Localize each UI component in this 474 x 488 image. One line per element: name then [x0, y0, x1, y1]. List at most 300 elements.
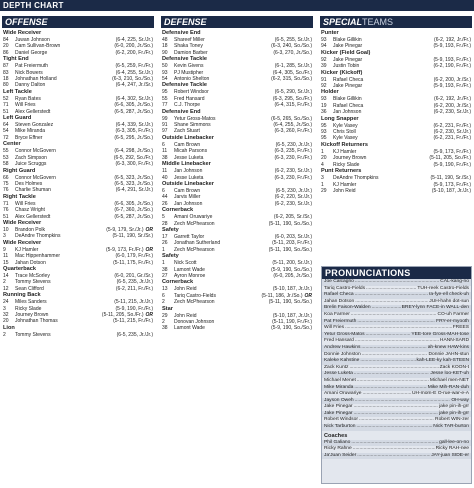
position-group: [162, 109, 312, 135]
player-info: (6-0, 179, Fr./Fr.): [115, 253, 153, 260]
player-info: (5-11, 190, Sr./Sr.): [430, 175, 471, 182]
player-name: Chris Stoll: [333, 129, 356, 136]
pron-guide: jake pin-ih-grr: [439, 404, 469, 410]
player-name-cell: [174, 247, 269, 253]
player-name: Jan Johnson: [174, 168, 203, 175]
player-row: [321, 109, 471, 115]
player-name: Zech McPhearson: [174, 220, 215, 227]
player-name-cell: [333, 43, 433, 49]
pron-name: Amani Oruwariye: [324, 391, 362, 397]
position-group: [162, 161, 312, 181]
player-info-cell: [433, 162, 471, 168]
player-info: (5-11, 175, Fr./Fr.): [113, 259, 153, 266]
player-name: John Reid: [174, 312, 197, 319]
pron-name: Tariq Castro-Fields: [324, 285, 366, 291]
jersey-number: 11: [3, 253, 9, 260]
pron-name: Pat Freiermuth: [324, 318, 357, 324]
player-info-cell: [116, 82, 153, 88]
player-name: Ricky Slade: [333, 161, 360, 168]
position-label: Punt Returners: [321, 168, 362, 175]
dot-leader: [363, 391, 411, 398]
jersey-number: 2: [162, 319, 165, 325]
pronunciation-row: [322, 391, 471, 398]
pronunciation-row: [322, 371, 471, 378]
player-info: (5-9, 179, Sr./Jr.): [106, 226, 144, 233]
jersey-number: 95: [162, 89, 168, 96]
player-info: (6-0, 203, Sr./Jr.): [274, 233, 312, 240]
jersey-number: 38: [162, 266, 168, 273]
jersey-number: 71: [3, 200, 9, 207]
player-info-cell: [116, 286, 153, 292]
dot-leader: [355, 398, 451, 405]
jersey-number: 2: [3, 331, 6, 338]
player-name: Zach Stuart: [174, 128, 200, 135]
jersey-number: 58: [3, 161, 9, 168]
player-row: [3, 233, 153, 239]
pron-name: Donnie Johnston: [324, 351, 361, 357]
player-info: (5-10, 187, Jr./Jr.): [431, 187, 471, 194]
pronunciation-row: [322, 292, 471, 299]
player-name-cell: [333, 83, 433, 89]
position-label: Center: [3, 141, 21, 148]
player-info: (5-9, 190, So./So.): [271, 266, 312, 273]
player-info: (6-0, 205, Jr./So.): [273, 272, 312, 279]
jersey-number: 38: [162, 325, 168, 332]
pron-guide: UH-mom-E O-rue-war-e-A: [411, 391, 469, 397]
position-group: [3, 56, 153, 89]
player-info-cell: [274, 155, 312, 161]
offense-column: [3, 30, 153, 338]
jersey-number: 28: [162, 220, 168, 227]
position-label: Wide Receiver: [3, 30, 42, 36]
player-name-cell: [174, 102, 274, 108]
jersey-number: 15: [3, 259, 9, 266]
pron-guide: CO-uh Farmer: [437, 311, 469, 317]
player-info: (6-2, 200, Fr./Fr.): [115, 49, 153, 56]
player-name: Steven Gonzalez: [15, 122, 54, 129]
player-name: Johnathan Thomas: [15, 318, 58, 325]
dot-leader: [366, 286, 416, 293]
player-name: John Reid: [333, 187, 356, 194]
player-info-cell: [271, 76, 312, 82]
jersey-number: 12: [3, 285, 9, 292]
player-info-cell: [114, 135, 153, 141]
jersey-number: 97: [162, 128, 168, 135]
pron-name: Mike Miranda: [324, 384, 354, 390]
player-info-cell: [275, 201, 312, 207]
pron-guide: YEE-tore Gross-MAH-tose: [411, 331, 469, 337]
position-group: [162, 30, 312, 56]
jersey-number: 14: [3, 272, 9, 279]
pronunciation-row: [322, 378, 471, 385]
player-info-cell: [433, 63, 471, 69]
coaches-list: [322, 440, 471, 460]
player-name: Yetur Gross-Matos: [174, 115, 216, 122]
player-name-cell: [15, 187, 116, 193]
jersey-number: 83: [3, 69, 9, 76]
player-name-cell: [15, 332, 117, 338]
coaches-label: Coaches: [324, 432, 348, 439]
jersey-number: 87: [3, 63, 9, 70]
dot-leader: [354, 404, 439, 411]
player-name: Shaka Toney: [174, 43, 203, 50]
player-name: Juwan Johnson: [15, 37, 50, 43]
pronunciation-row: [322, 358, 471, 365]
position-group: [162, 253, 312, 279]
player-info: (5-9, 173, Fr./Fr.): [433, 181, 471, 188]
pronunciation-row: [322, 404, 471, 411]
position-group: [3, 141, 153, 167]
player-name-cell: [15, 318, 113, 324]
jersey-number: 99: [162, 115, 168, 122]
player-info: (6-3, 260, Fr./Fr.): [274, 128, 312, 135]
position-label: Wide Receiver: [3, 239, 42, 246]
player-info: (6-4, 255, Jr./So.): [273, 122, 312, 129]
player-info-cell: [433, 83, 471, 89]
position-group: [162, 181, 312, 207]
jersey-number: 3: [321, 175, 324, 182]
player-info: (6-5, 287, Jr./So.): [114, 108, 153, 115]
player-name: Tommy Stevens: [15, 331, 51, 338]
player-info-cell: [432, 188, 471, 194]
or-marker: OR: [145, 312, 153, 318]
jersey-number: 75: [3, 180, 9, 187]
jersey-number: 93: [321, 96, 327, 103]
pronunciation-row: [322, 319, 471, 326]
player-name: Johnathan Holland: [15, 76, 57, 83]
player-info: (6-5, 295, Jr./So.): [114, 134, 153, 141]
position-label: Right Tackle: [3, 193, 36, 200]
player-row: [162, 128, 312, 134]
player-name: Journey Brown: [15, 312, 49, 318]
player-name: Kyle Vasey: [333, 122, 358, 129]
dot-leader: [360, 358, 415, 365]
player-row: [3, 161, 153, 167]
position-group: [3, 30, 153, 56]
player-name: Antonio Shelton: [174, 76, 210, 83]
dot-leader: [355, 292, 428, 299]
jersey-number: 76: [3, 207, 9, 214]
player-name: Rafael Checa: [333, 102, 364, 109]
jersey-number: 91: [162, 122, 168, 129]
position-group: [162, 135, 312, 161]
player-row: [3, 318, 153, 324]
player-info: (5-11, 190, So./So.): [268, 246, 312, 253]
player-name: Pat Freiermuth: [15, 63, 49, 70]
player-name: Jan Johnson: [333, 109, 362, 116]
player-name: Tommy Stevens: [15, 279, 51, 286]
position-label: Cornerback: [162, 279, 194, 286]
player-info: (5-9, 193, Fr./Fr.): [433, 83, 471, 90]
player-name: Brandon Polk: [15, 226, 46, 233]
player-info-cell: [274, 102, 312, 108]
jersey-number: 51: [3, 108, 9, 115]
or-marker: OR: [145, 226, 153, 233]
offense-header: OFFENSE: [2, 16, 154, 28]
position-group: [321, 168, 471, 194]
player-info: (6-2, 220, Sr./Jr.): [274, 194, 312, 201]
pron-name: Jake Pinegar: [324, 410, 353, 416]
player-info: (6-5, 230, Jr./Jr.): [275, 187, 312, 194]
player-info: (5-11, 190, So./So.): [268, 299, 312, 306]
pronunciation-row: [322, 325, 471, 332]
position-group: [3, 115, 153, 141]
player-info-cell: [114, 214, 153, 220]
player-name: Des Holmes: [15, 180, 43, 187]
player-info: (6-2, 192, Jr./Fr.): [434, 37, 471, 43]
jersey-number: 20: [321, 155, 327, 162]
jersey-number: 2: [3, 279, 6, 286]
player-name: KJ Hamler: [15, 246, 39, 253]
pronunciation-row: [322, 305, 471, 312]
player-row: [3, 187, 153, 193]
player-name: KJ Hamler: [333, 181, 357, 188]
jersey-number: 20: [3, 43, 9, 50]
pron-name: Jesse Luketa: [324, 371, 353, 377]
player-info-cell: [114, 109, 153, 115]
jersey-number: 9: [3, 246, 6, 253]
player-info-cell: [115, 161, 153, 167]
player-name: DeAndre Thompkins: [333, 175, 379, 182]
player-info-cell: [271, 325, 312, 331]
player-name: Cam Brown: [174, 187, 201, 194]
player-info: (6-5, 290, Sr./Jr.): [274, 89, 312, 96]
player-name: Micah Parsons: [174, 148, 208, 155]
player-name-cell: [333, 109, 434, 115]
player-name: Zech McPhearson: [174, 299, 215, 306]
jersey-number: 44: [162, 194, 168, 201]
player-info: (5-9, 193, Fr./Fr.): [433, 43, 471, 50]
jersey-number: 91: [321, 76, 327, 83]
player-name: Trace McSorley: [15, 272, 50, 279]
jersey-number: 5: [162, 214, 165, 221]
position-label: Wide Receiver: [3, 219, 42, 226]
pronunciations-header: PRONUNCIATIONS: [322, 267, 471, 279]
player-name: Mike Miranda: [15, 128, 46, 135]
player-name: Fred Hansard: [174, 95, 205, 102]
player-name: Jesse Luketa: [174, 154, 204, 161]
position-label: Defensive Tackle: [162, 82, 207, 89]
dot-leader: [353, 446, 435, 453]
dot-leader: [355, 279, 439, 286]
position-group: [321, 50, 471, 70]
player-info-cell: [269, 299, 312, 305]
pronunciation-row: [322, 424, 471, 431]
jersey-number: 84: [3, 37, 9, 43]
player-info: (6-3, 210, So./So.): [112, 76, 153, 83]
player-name: Journey Brown: [333, 155, 367, 162]
jersey-number: 4: [321, 161, 324, 168]
position-group: [321, 70, 471, 90]
jersey-number: 36: [321, 109, 327, 116]
dot-leader: [357, 378, 429, 385]
position-label: Long Snapper: [321, 115, 359, 122]
jersey-number: 92: [321, 56, 327, 63]
player-info: (6-4, 298, Jr./So.): [114, 148, 153, 155]
jersey-number: 3: [3, 233, 6, 240]
position-group: [321, 89, 471, 115]
player-name: Jan Johnson: [174, 200, 203, 207]
player-info-cell: [269, 247, 312, 253]
pronunciation-row: [322, 446, 471, 453]
player-info-cell: [434, 109, 471, 115]
position-label: Left Tackle: [3, 88, 32, 95]
pron-name: Jahan Dotson: [324, 298, 355, 304]
position-label: Punter: [321, 30, 339, 36]
player-row: [162, 175, 312, 181]
position-group: [3, 240, 153, 266]
player-info: (6-4, 225, Sr./Jr.): [115, 37, 153, 43]
dot-leader: [351, 440, 438, 447]
player-info: (6-3, 240, So./So.): [271, 43, 312, 50]
player-name: DeAndre Thompkins: [15, 233, 61, 240]
player-info: (6-5, 259, Fr./Fr.): [115, 63, 153, 70]
jersey-number: 1: [321, 148, 324, 155]
dot-leader: [356, 424, 432, 431]
player-row: [3, 82, 153, 88]
pron-guide: Ricky RAH-nee: [435, 446, 469, 452]
pron-name: Phil Galiano: [324, 439, 351, 445]
player-name: Ayron Monroe: [174, 272, 206, 279]
player-info: (5-11, 205, So./Fr.): [429, 155, 471, 162]
player-name-cell: [174, 128, 274, 134]
player-name: Garrett Taylor: [174, 233, 205, 240]
player-row: [162, 102, 312, 108]
player-name: Will Fries: [15, 200, 36, 207]
player-info: (5-9, 190, Fr./Fr.): [433, 161, 471, 168]
position-label: Cornerback: [162, 207, 194, 214]
position-label: Left Guard: [3, 115, 32, 122]
player-info: (5-11, 190, Sr./Sr.): [112, 233, 153, 240]
player-info: (5-9, 173, Fr./Fr.): [105, 246, 144, 253]
player-name: Rafael Checa: [333, 76, 364, 83]
position-group: [162, 56, 312, 82]
pron-guide: Nick TAR-burton: [433, 424, 469, 430]
player-info: (5-9, 193, Fr./Fr.): [433, 56, 471, 63]
jersey-number: 53: [3, 154, 9, 161]
player-info: (6-7, 360, Jr./So.): [114, 207, 153, 214]
player-info: (5-11, 215, Jr./Jr.): [114, 299, 153, 306]
player-info-cell: [117, 332, 153, 338]
jersey-number: 38: [162, 154, 168, 161]
player-info-cell: [115, 50, 153, 56]
player-name: Donovan Johnson: [174, 319, 215, 325]
position-group: [3, 325, 153, 338]
player-row: [321, 135, 471, 141]
jersey-number: 40: [162, 174, 168, 181]
jersey-number: 19: [321, 102, 327, 109]
pron-name: Rafael Checa: [324, 292, 354, 298]
player-info: (6-2, 230, Sr./Jr.): [433, 129, 471, 136]
position-group: [321, 116, 471, 142]
jersey-number: 66: [3, 174, 9, 181]
player-row: [162, 221, 312, 227]
player-name: Ricky Slade: [15, 305, 42, 312]
pron-name: Brelin Faison-Walden: [324, 305, 371, 311]
jersey-number: 54: [3, 128, 9, 135]
position-label: Safety: [162, 253, 179, 260]
player-info: (5-11, 205, So./Fr.): [101, 312, 144, 318]
player-info: (6-5, 235, Jr./Jr.): [116, 279, 153, 286]
jersey-number: 55: [3, 148, 9, 155]
jersey-number: 50: [162, 63, 168, 70]
position-group: [162, 279, 312, 305]
jersey-number: 2: [162, 299, 165, 306]
dot-leader: [357, 319, 435, 326]
jersey-number: 93: [162, 69, 168, 76]
dot-leader: [366, 332, 411, 339]
player-info-cell: [273, 50, 312, 56]
player-info: (6-3, 305, Fr./Fr.): [115, 128, 153, 135]
pron-guide: Zack KOON-t: [439, 364, 469, 370]
player-info: (6-6, 305, Jr./So.): [114, 102, 153, 109]
jersey-number: 3: [3, 305, 6, 312]
pron-guide: Michael men-NET: [429, 377, 469, 383]
position-label: Outside Linebacker: [162, 134, 214, 141]
player-name: Tariq Castro-Fields: [174, 292, 216, 299]
or-marker: OR: [304, 292, 312, 299]
jersey-number: 17: [162, 233, 168, 240]
player-info: (5-9, 190, Fr./Fr.): [115, 305, 153, 312]
player-name-cell: [15, 82, 116, 88]
position-label: Outside Linebacker: [162, 180, 214, 187]
player-row: [3, 135, 153, 141]
player-info: (6-4, 302, Sr./Jr.): [115, 95, 153, 102]
player-info-cell: [113, 260, 153, 266]
player-name: Jesse Luketa: [174, 174, 204, 181]
player-name: Jake Pinegar: [333, 43, 363, 50]
jersey-number: 48: [162, 37, 168, 43]
pron-name: Will Fries: [324, 325, 345, 331]
jersey-number: 52: [3, 95, 9, 102]
pron-name: Fred Hansard: [324, 338, 354, 344]
player-name: Jonathan Sutherland: [174, 240, 221, 247]
pron-guide: OH-way: [451, 397, 469, 403]
player-name: C.J. Thorpe: [174, 102, 201, 109]
pron-guide: gall-lee-on-no: [439, 439, 469, 445]
player-info-cell: [269, 221, 312, 227]
position-label: Kicker (Field Goal): [321, 49, 371, 56]
player-name: John Reid: [174, 286, 197, 293]
defense-header: DEFENSE: [161, 16, 313, 28]
player-info: (6-2, 192, Jr./Fr.): [434, 96, 471, 103]
player-name-cell: [15, 135, 114, 141]
player-name: Zach Simpson: [15, 154, 47, 161]
dot-leader: [372, 305, 401, 312]
position-label: Running Back: [3, 292, 41, 299]
pron-guide: Donnie JAHN-stun: [428, 351, 469, 357]
player-name: Blake Gillikin: [333, 96, 362, 103]
jersey-number: 95: [321, 122, 327, 129]
player-name: Amani Oruwariye: [174, 214, 213, 221]
player-info: (6-5, 235, Jr./Jr.): [116, 331, 153, 338]
player-info: (6-5, 255, Sr./Jr.): [274, 37, 312, 43]
jersey-number: 29: [162, 312, 168, 319]
pron-guide: TUH-reek Castro-Fields: [417, 285, 469, 291]
jersey-number: 6: [162, 141, 165, 148]
dot-leader: [351, 312, 437, 319]
player-info: (6-4, 247, Jr./Sr.): [115, 82, 153, 89]
position-group: [3, 292, 153, 325]
jersey-number: 55: [162, 95, 168, 102]
position-label: Middle Linebacker: [162, 161, 211, 168]
jersey-number: 95: [321, 135, 327, 142]
player-name: PJ Mustipher: [174, 69, 204, 76]
player-info: (5-10, 187, Jr./Jr.): [272, 312, 312, 319]
pron-guide: JAY-juan SIDE-er: [431, 452, 469, 458]
jersey-number: 54: [162, 76, 168, 83]
player-name: Miles Sanders: [15, 299, 47, 306]
